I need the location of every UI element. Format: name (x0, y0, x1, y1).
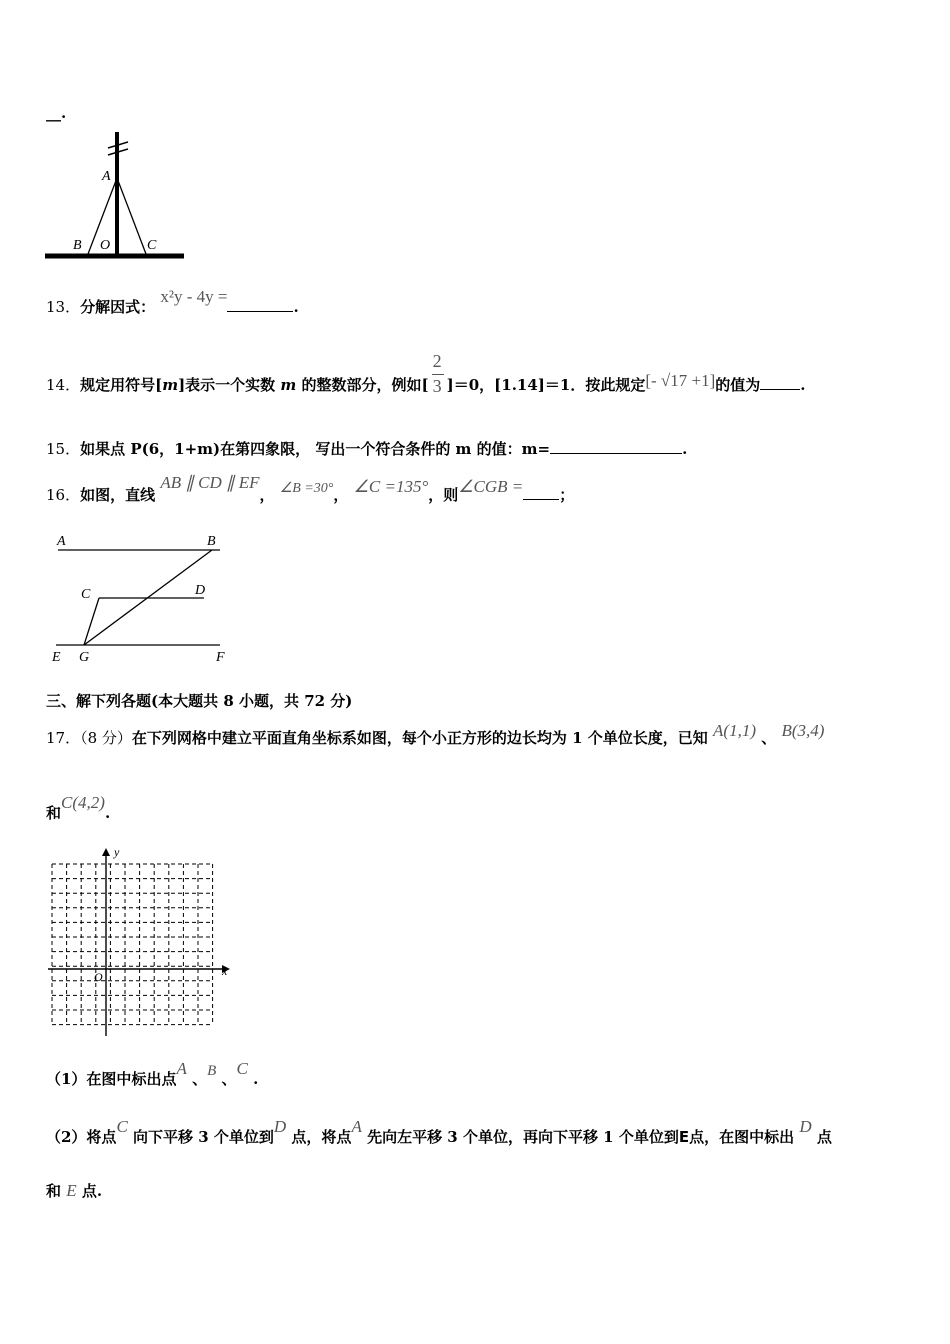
q14-t4: ]＝0，[1.14]＝1．按此规定 (446, 376, 646, 394)
q17-sep: 、 (761, 729, 777, 747)
q17-2-t6: 点 (816, 1128, 832, 1146)
q16-sep2: ， (333, 486, 349, 504)
q16-t1: 如图，直线 (80, 486, 156, 504)
q17-1-a: A (176, 1059, 187, 1078)
question-16 (46, 473, 575, 505)
q17-1-b: B (207, 1063, 217, 1079)
q16-parallel: AB ∥ CD ∥ EF (160, 473, 260, 492)
label-e: E (52, 650, 61, 665)
q17-2-t7: 和 (46, 1182, 62, 1200)
section-3-heading: 三、解下列各题(本大题共 8 小题，共 72 分) (46, 692, 353, 710)
label-d: D (195, 583, 206, 598)
y-axis-arrow (102, 848, 110, 856)
q14-t3: 的整数部分，例如[ (301, 376, 429, 394)
q16-end: ； (559, 486, 575, 504)
label-b: B (207, 534, 216, 549)
q16-angle-b: ∠B =30° (279, 481, 334, 496)
q17-point-b: B(3,4) (781, 721, 825, 740)
q14-frac-bar (432, 374, 444, 375)
q14-expr: [- √17 +1] (645, 371, 716, 390)
question-17-part-2-line2 (46, 1180, 102, 1201)
q14-t2: ]表示一个实数 (178, 376, 276, 394)
q17-2-e2: E (66, 1181, 77, 1200)
x-axis-label: x (222, 964, 228, 978)
q14-m1: m (162, 376, 179, 394)
q14-frac-den: 3 (432, 376, 442, 396)
q16-sep1: ， (259, 486, 275, 504)
q17-2-d2: D (799, 1117, 812, 1136)
q17-2-a: A (351, 1117, 362, 1136)
label-a: A (102, 169, 111, 184)
q17-2-c: C (116, 1117, 128, 1136)
parallel-lines-figure (44, 528, 244, 670)
label-o: O (100, 238, 111, 253)
line-cg (84, 598, 99, 645)
q17-2-t4: 先向左平移 3 个单位，再向下平移 1 个单位到 (367, 1128, 679, 1146)
q14-blank (760, 375, 800, 390)
label-b: B (73, 238, 82, 253)
q15-end: . (682, 440, 688, 458)
question-17-line2 (46, 793, 111, 823)
q15-text: 如果点 P(6，1+m)在第四象限， 写出一个符合条件的 m 的值：m= (80, 440, 551, 458)
q16-t2: ，则 (428, 486, 459, 504)
q17-2-t8: 点. (81, 1182, 103, 1200)
q17-2-t5: 点，在图中标出 (689, 1128, 795, 1146)
q14-frac-num: 2 (432, 351, 442, 371)
q16-blank (523, 485, 559, 500)
label-g: G (79, 650, 90, 665)
q16-angle-c: ∠C =135° (353, 477, 429, 496)
question-14 (46, 351, 806, 396)
question-15 (46, 438, 687, 459)
q13-num: 13． (46, 298, 81, 316)
q13-text: 分解因式： (80, 298, 156, 316)
q17-1-t1: （1）在图中标出点 (46, 1070, 177, 1088)
q17-num: 17． (46, 729, 81, 747)
top-dash: __. (46, 104, 67, 122)
q17-2-d: D (273, 1117, 287, 1136)
q14-num: 14． (46, 376, 81, 394)
q17-2-t2: 向下平移 3 个单位到 (133, 1128, 274, 1146)
question-17-part-1 (46, 1059, 259, 1089)
question-17 (46, 721, 825, 748)
q13-blank (227, 297, 293, 312)
q14-t1: 规定用符号[ (80, 376, 163, 394)
q13-end: . (293, 298, 299, 316)
q14-fraction (429, 351, 447, 396)
q17-score: （8 分） (80, 729, 132, 747)
label-c: C (81, 587, 91, 602)
q14-m2: m (280, 376, 297, 394)
q15-num: 15． (46, 440, 81, 458)
q17-text: 在下列网格中建立平面直角坐标系如图，每个小正方形的边长均为 1 个单位长度，已知 (131, 729, 708, 747)
label-c: C (147, 238, 157, 253)
q17-1-c: C (236, 1059, 248, 1078)
grid-dashed-lines (52, 864, 213, 1025)
q17-1-s2: 、 (221, 1070, 237, 1088)
origin-label: O (94, 970, 103, 984)
q17-end: . (104, 804, 111, 822)
wire-ac (117, 178, 146, 254)
label-a: A (57, 534, 66, 549)
q16-num: 16． (46, 486, 81, 504)
y-axis-label: y (114, 845, 120, 859)
q17-2-t1: （2）将点 (46, 1128, 117, 1146)
pole-figure (40, 128, 190, 264)
q17-1-end: . (253, 1070, 259, 1088)
q13-expr: x²y - 4y = (160, 287, 228, 306)
q17-1-s1: 、 (192, 1070, 208, 1088)
q14-end: . (800, 376, 806, 394)
q15-blank (550, 439, 682, 454)
question-17-part-2 (46, 1117, 832, 1147)
label-f: F (216, 650, 225, 665)
q16-angle-cgb: ∠CGB = (458, 477, 524, 496)
q17-2-e: E (678, 1128, 690, 1146)
q17-point-a: A(1,1) (713, 721, 756, 740)
question-13 (46, 287, 299, 317)
q17-2-t3: 点，将点 (291, 1128, 352, 1146)
q14-t5: 的值为 (715, 376, 761, 394)
q17-point-c: C(4,2) (61, 793, 105, 812)
q17-and: 和 (46, 804, 62, 822)
coordinate-grid (44, 842, 240, 1040)
